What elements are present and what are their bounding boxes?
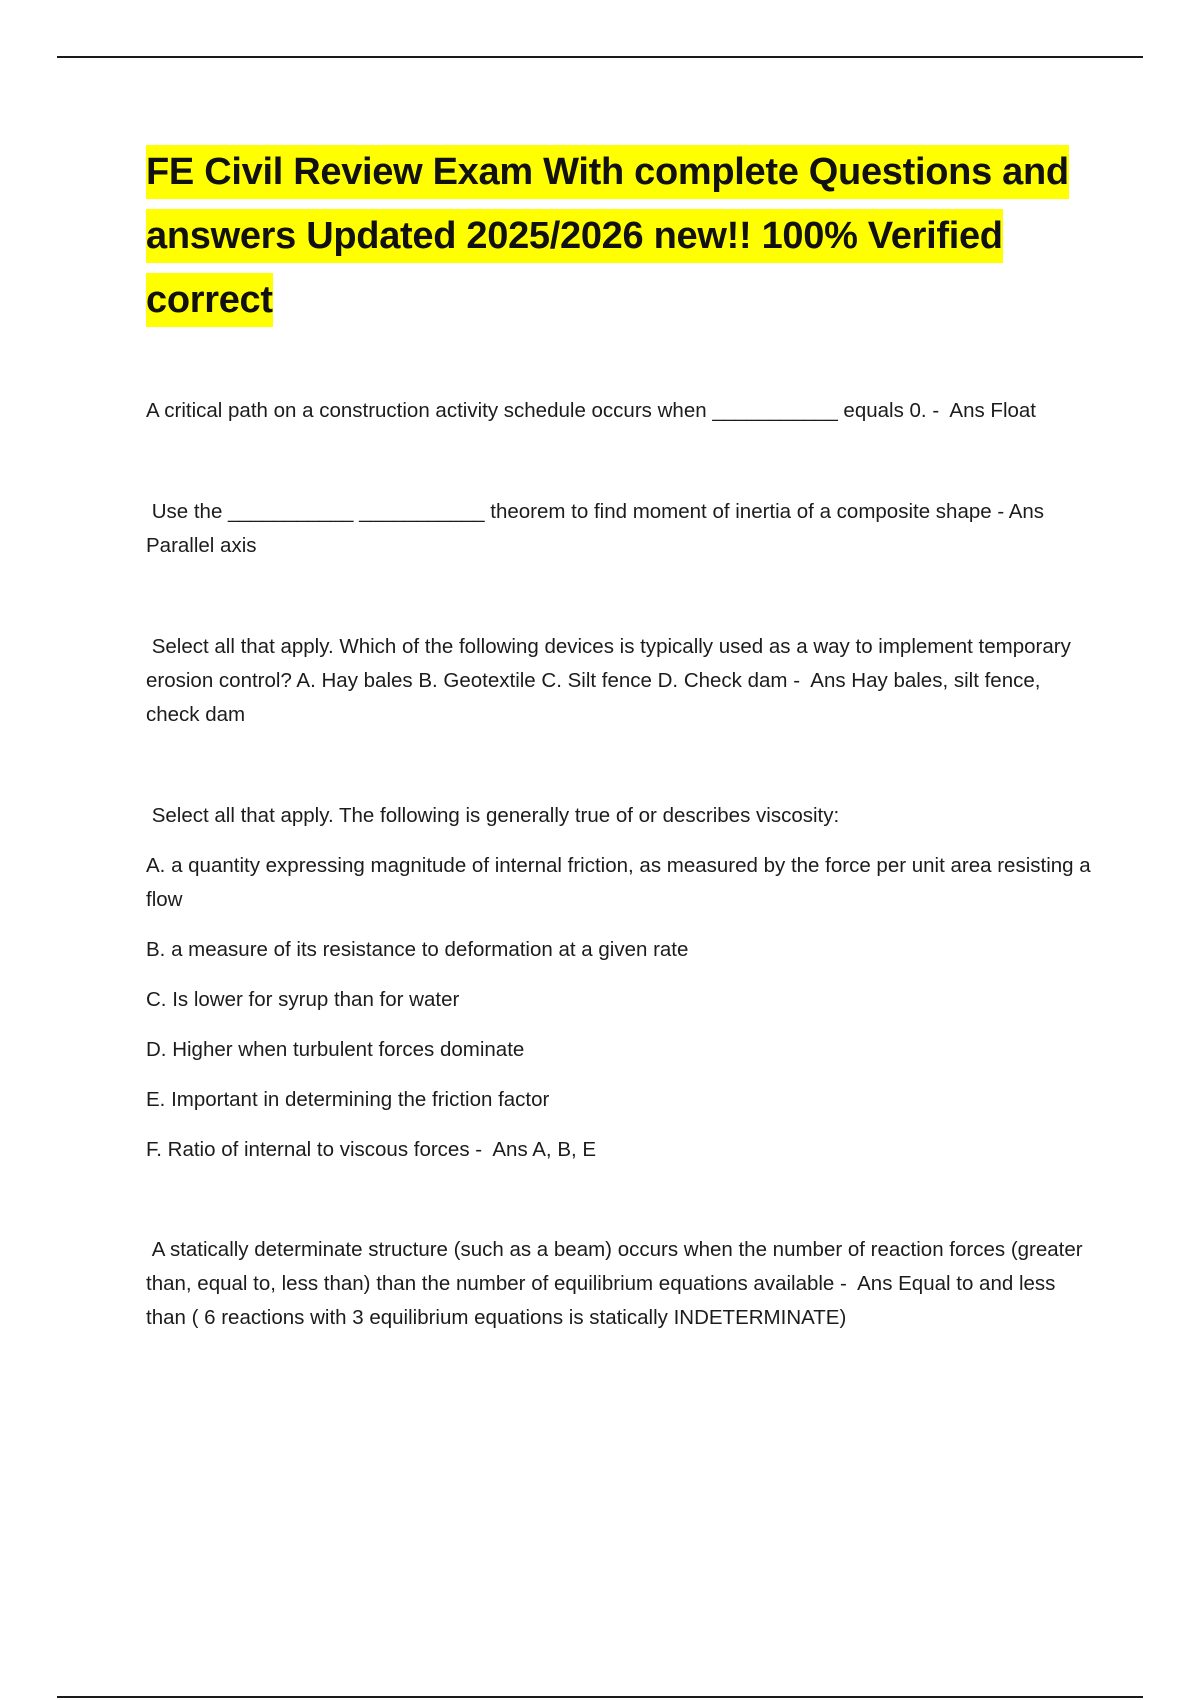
viscosity-option-f: F. Ratio of internal to viscous forces - Ans A, B, E <box>146 1138 597 1161</box>
viscosity-option-b: B. a measure of its resistance to deformation at a given rate <box>146 938 689 961</box>
bottom-rule <box>57 1696 1143 1698</box>
question-moment-of-inertia: Use the ___________ ___________ theorem to find moment of inertia of a composite shape - Ans Parallel axis <box>146 500 1050 557</box>
viscosity-option-e: E. Important in determining the friction factor <box>146 1088 550 1111</box>
document-body <box>146 140 1096 1335</box>
viscosity-option-d: D. Higher when turbulent forces dominate <box>146 1038 525 1061</box>
top-rule <box>57 56 1143 58</box>
title-highlight: FE Civil Review Exam With complete Questions and answers Updated 2025/2026 new!! 100% Verified correct <box>146 145 1069 327</box>
question-statically-determinate: A statically determinate structure (such as a beam) occurs when the number of reaction forces (greater than, equal to, less than) than the number of equilibrium equations available - Ans Equal to and less than ( 6 reactions with 3 equilibrium equations is statically INDETERMINATE) <box>146 1238 1089 1329</box>
question-erosion-control: Select all that apply. Which of the following devices is typically used as a way to implement temporary erosion control? A. Hay bales B. Geotextile C. Silt fence D. Check dam - Ans Hay bales, silt fence, check dam <box>146 635 1077 726</box>
question-critical-path: A critical path on a construction activity schedule occurs when ___________ equals 0. - Ans Float <box>146 399 1036 422</box>
viscosity-option-c: C. Is lower for syrup than for water <box>146 988 460 1011</box>
viscosity-option-a: A. a quantity expressing magnitude of internal friction, as measured by the force per unit area resisting a flow <box>146 854 1097 911</box>
document-title <box>146 140 1096 332</box>
question-viscosity-stem: Select all that apply. The following is generally true of or describes viscosity: <box>146 804 840 827</box>
